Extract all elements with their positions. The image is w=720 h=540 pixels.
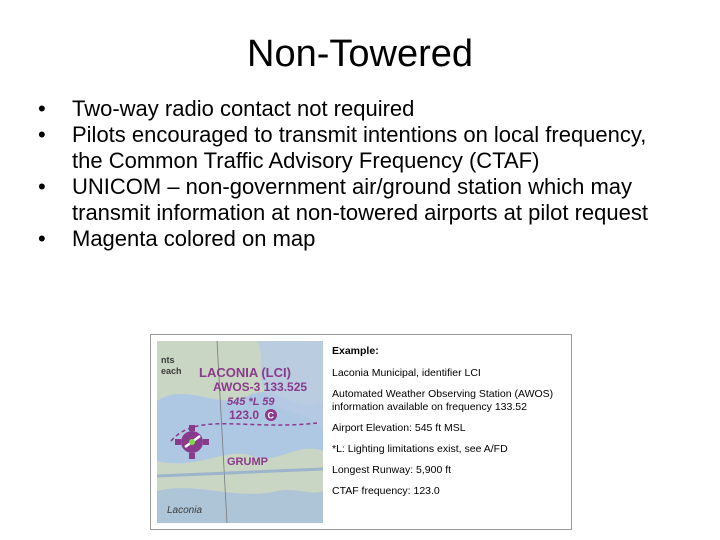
map-airport-name: LACONIA (LCI)	[199, 365, 291, 380]
sectional-map-graphic	[157, 341, 323, 523]
bullet-item	[38, 174, 678, 226]
ctaf-circle-icon	[265, 409, 277, 421]
example-line: CTAF frequency: 123.0	[332, 485, 440, 497]
map-fragment-top-1: nts	[161, 355, 175, 365]
bullet-marker: •	[38, 122, 46, 147]
example-line: Laconia Municipal, identifier LCI	[332, 367, 481, 379]
example-line: *L: Lighting limitations exist, see A/FD	[332, 443, 508, 455]
example-line: Automated Weather Observing Station (AWOS) information available on frequency 133.52	[332, 388, 554, 413]
bullet-marker: •	[38, 96, 46, 121]
bullet-text: UNICOM – non-government air/ground station which may transmit information at non-towered airports at pilot request	[72, 174, 648, 225]
bullet-list	[38, 96, 678, 252]
sectional-chart-excerpt	[157, 341, 323, 523]
map-place-label: GRUMP	[227, 456, 268, 468]
bullet-marker: •	[38, 226, 46, 251]
bullet-marker: •	[38, 174, 46, 199]
map-fragment-bottom: Laconia	[167, 505, 203, 516]
bullet-item	[38, 226, 678, 252]
bullet-text: Magenta colored on map	[72, 226, 316, 251]
slide-title: Non-Towered	[247, 33, 473, 75]
map-fragment-top-2: each	[161, 366, 182, 376]
bullet-text: Pilots encouraged to transmit intentions on local frequency, the Common Traffic Advisory Frequency (CTAF)	[72, 122, 647, 173]
bullet-item	[38, 96, 678, 122]
bullet-item	[38, 122, 678, 174]
map-ctaf-frequency: 123.0	[229, 408, 260, 422]
example-legend	[332, 345, 568, 506]
example-line: Longest Runway: 5,900 ft	[332, 464, 452, 476]
map-awos-frequency: AWOS-3 133.525	[213, 380, 308, 394]
sectional-example-panel	[150, 334, 572, 530]
ctaf-marker-letter: C	[267, 410, 274, 421]
bullet-text: Two-way radio contact not required	[72, 96, 415, 121]
example-heading: Example:	[332, 345, 379, 357]
map-elevation-info: 545 *L 59	[227, 396, 275, 408]
example-line: Airport Elevation: 545 ft MSL	[332, 422, 466, 434]
